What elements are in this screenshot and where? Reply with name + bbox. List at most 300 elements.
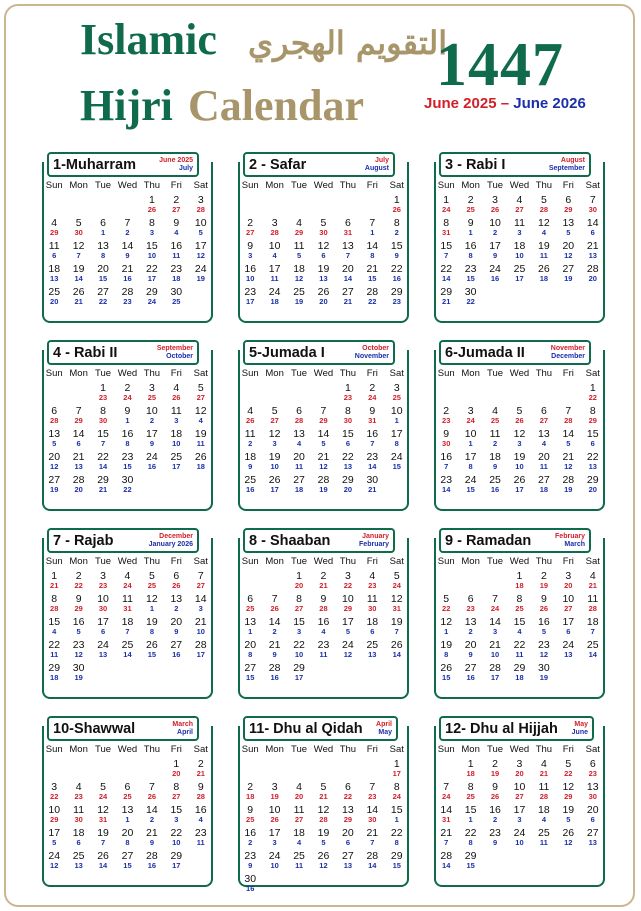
- gregorian-day: 21: [319, 792, 328, 801]
- day-cell: [311, 283, 335, 306]
- week-row: [434, 778, 605, 801]
- hijri-day: 6: [173, 570, 180, 582]
- day-cell: [140, 659, 164, 682]
- hijri-day: 29: [48, 662, 61, 674]
- day-cell: [458, 237, 482, 260]
- gregorian-day: 5: [541, 627, 546, 636]
- day-cell: [91, 214, 115, 237]
- gregorian-day: 4: [541, 815, 546, 824]
- weekday-header: [434, 556, 605, 567]
- hijri-day: 13: [464, 616, 477, 628]
- gregorian-day: 25: [246, 604, 255, 613]
- gregorian-day: 12: [319, 462, 328, 471]
- gregorian-day: 20: [588, 485, 597, 494]
- week-row: [434, 260, 605, 283]
- week-row: [238, 824, 409, 847]
- hijri-day: 9: [75, 593, 82, 605]
- hijri-day: 3: [271, 217, 278, 229]
- gregorian-day: 20: [564, 581, 573, 590]
- day-cell: [360, 755, 384, 778]
- day-cell: [262, 425, 286, 448]
- day-cell: [385, 824, 409, 847]
- week-row: [434, 237, 605, 260]
- day-cell: [287, 778, 311, 801]
- gregorian-day: 15: [123, 861, 132, 870]
- gregorian-day: 9: [174, 627, 179, 636]
- gregorian-day: 30: [588, 205, 597, 214]
- weekday-label: Sun: [45, 556, 63, 567]
- hijri-day: 7: [320, 405, 327, 417]
- hijri-day: 24: [194, 263, 207, 275]
- hijri-day: 25: [72, 850, 85, 862]
- gregorian-day: 30: [368, 604, 377, 613]
- hijri-day: 9: [443, 428, 450, 440]
- day-cell: [434, 659, 458, 682]
- day-cell: [66, 471, 90, 494]
- hijri-day: 24: [464, 474, 477, 486]
- gregorian-day: 20: [294, 581, 304, 590]
- hijri-day: 11: [489, 428, 501, 440]
- gregorian-day: 12: [74, 650, 83, 659]
- day-cell: [42, 824, 66, 847]
- week-row: [42, 402, 213, 425]
- day-cell: [287, 755, 311, 778]
- weekday-label: Mon: [461, 744, 480, 755]
- hijri-day: 28: [121, 286, 134, 298]
- hijri-day: 16: [317, 616, 330, 628]
- day-cell: [458, 379, 482, 402]
- gregorian-day: 27: [294, 815, 304, 824]
- week-row: [238, 191, 409, 214]
- gregorian-day: 18: [515, 673, 524, 682]
- hijri-day: 26: [440, 662, 453, 674]
- day-cell: [556, 214, 580, 237]
- hijri-day: 17: [390, 428, 403, 440]
- gregorian-day: 4: [52, 627, 57, 636]
- weekday-label: Mon: [265, 368, 284, 379]
- day-cell: [42, 191, 66, 214]
- day-cell: [385, 590, 409, 613]
- hijri-day: 28: [366, 286, 379, 298]
- gregorian-day: 26: [515, 416, 524, 425]
- gregorian-day: 12: [564, 838, 573, 847]
- gregorian-month-2: March: [564, 540, 585, 548]
- day-cell: [434, 191, 458, 214]
- week-row: [434, 590, 605, 613]
- day-cell: [311, 425, 335, 448]
- gregorian-day: 24: [466, 416, 475, 425]
- gregorian-day: 3: [517, 815, 522, 824]
- weekday-header: [42, 744, 213, 755]
- gregorian-day: 22: [564, 769, 573, 778]
- weekday-label: Fri: [366, 368, 378, 379]
- gregorian-day: 8: [468, 838, 473, 847]
- week-row: [238, 847, 409, 870]
- gregorian-day: 28: [270, 228, 279, 237]
- day-cell: [581, 402, 605, 425]
- weekday-label: Fri: [562, 180, 574, 191]
- day-cell: [42, 613, 66, 636]
- day-cell: [42, 283, 66, 306]
- gregorian-day: 28: [319, 815, 328, 824]
- week-row: [42, 379, 213, 402]
- hijri-day: 2: [492, 758, 498, 770]
- hijri-day: 9: [369, 405, 376, 417]
- gregorian-month-2: December: [551, 352, 585, 360]
- day-cell: [385, 425, 409, 448]
- day-cell: [189, 755, 213, 778]
- hijri-day: 22: [440, 263, 453, 275]
- gregorian-day: 8: [468, 462, 473, 471]
- hijri-day: 5: [197, 382, 204, 394]
- hijri-day: 22: [97, 451, 109, 463]
- weekday-label: Fri: [366, 556, 378, 567]
- weekday-label: Fri: [366, 180, 378, 191]
- week-row: [42, 659, 213, 682]
- month-header: [439, 152, 591, 177]
- day-cell: [507, 567, 531, 590]
- gregorian-day: 20: [515, 769, 524, 778]
- week-row: [42, 824, 213, 847]
- day-cell: [262, 636, 286, 659]
- day-grid: [42, 744, 213, 870]
- hijri-day: 21: [562, 451, 575, 463]
- gregorian-day: 29: [564, 792, 573, 801]
- hijri-day: 26: [97, 850, 109, 862]
- hijri-day: 5: [271, 405, 278, 417]
- day-cell: [140, 755, 164, 778]
- day-cell: [42, 636, 66, 659]
- gregorian-day: 5: [345, 627, 350, 636]
- day-cell: [434, 214, 458, 237]
- day-cell: [66, 379, 90, 402]
- hijri-day: 17: [562, 616, 575, 628]
- gregorian-day: 24: [368, 393, 377, 402]
- gregorian-day: 25: [246, 815, 255, 824]
- hijri-day: 22: [342, 451, 354, 463]
- hijri-day: 20: [538, 451, 550, 463]
- month-name: 9 - Ramadan: [445, 532, 532, 549]
- gregorian-month-2: April: [177, 728, 193, 736]
- gregorian-day: 16: [270, 673, 279, 682]
- gregorian-day: 18: [196, 462, 205, 471]
- gregorian-day: 9: [125, 251, 130, 260]
- gregorian-day: 1: [100, 228, 106, 237]
- day-cell: [336, 448, 360, 471]
- day-cell: [66, 283, 90, 306]
- week-row: [434, 191, 605, 214]
- day-cell: [385, 801, 409, 824]
- day-cell: [164, 283, 188, 306]
- hijri-day: 11: [293, 804, 305, 816]
- hijri-day: 22: [513, 639, 526, 651]
- day-cell: [581, 778, 605, 801]
- hijri-day: 9: [492, 781, 498, 793]
- month-header: [243, 152, 395, 177]
- gregorian-day: 2: [174, 604, 179, 613]
- gregorian-month-1: December: [159, 532, 193, 540]
- hijri-day: 4: [492, 405, 498, 417]
- day-cell: [483, 659, 507, 682]
- gregorian-day: 5: [566, 439, 571, 448]
- hijri-day: 7: [75, 405, 82, 417]
- weekday-label: Thu: [143, 556, 161, 567]
- gregorian-day: 9: [149, 439, 154, 448]
- day-cell: [66, 778, 90, 801]
- month-header: [243, 716, 398, 741]
- day-cell: [458, 847, 482, 870]
- hijri-day: 6: [344, 217, 351, 229]
- gregorian-day: 8: [394, 838, 399, 847]
- gregorian-day: 19: [564, 274, 573, 283]
- day-cell: [66, 567, 90, 590]
- day-cell: [287, 425, 311, 448]
- gregorian-day: 27: [539, 416, 549, 425]
- day-cell: [189, 425, 213, 448]
- month-block: [434, 716, 605, 887]
- hijri-day: 4: [589, 570, 596, 582]
- gregorian-day: 3: [517, 439, 522, 448]
- day-cell: [287, 613, 311, 636]
- gregorian-day: 18: [539, 485, 549, 494]
- gregorian-day: 31: [368, 416, 377, 425]
- day-cell: [434, 636, 458, 659]
- day-cell: [140, 636, 164, 659]
- day-cell: [238, 471, 262, 494]
- hijri-day: 19: [440, 639, 453, 651]
- day-cell: [581, 590, 605, 613]
- hijri-day: 5: [443, 593, 450, 605]
- hijri-day: 14: [317, 428, 330, 440]
- hijri-day: 15: [390, 804, 403, 816]
- day-cell: [42, 659, 66, 682]
- hijri-day: 20: [562, 240, 575, 252]
- day-cell: [507, 778, 531, 801]
- day-cell: [42, 402, 66, 425]
- hijri-day: 27: [97, 286, 109, 298]
- hijri-day: 24: [342, 639, 354, 651]
- hijri-day: 3: [271, 781, 278, 793]
- hijri-day: 3: [393, 382, 400, 394]
- gregorian-day: 31: [442, 815, 451, 824]
- hijri-day: 12: [194, 405, 207, 417]
- hijri-day: 14: [194, 593, 207, 605]
- day-cell: [164, 567, 188, 590]
- week-row: [238, 613, 409, 636]
- day-cell: [336, 283, 360, 306]
- hijri-day: 21: [268, 639, 281, 651]
- day-cell: [66, 824, 90, 847]
- hijri-day: 18: [72, 827, 85, 839]
- week-row: [238, 379, 409, 402]
- weekday-label: Wed: [117, 744, 138, 755]
- weekday-label: Tue: [487, 556, 504, 567]
- day-cell: [360, 870, 384, 893]
- gregorian-day: 13: [98, 650, 108, 659]
- day-cell: [311, 755, 335, 778]
- day-grid: [434, 556, 605, 682]
- week-row: [238, 402, 409, 425]
- day-cell: [434, 755, 458, 778]
- hijri-day: 8: [393, 217, 400, 229]
- gregorian-day: 10: [270, 861, 279, 870]
- weekday-header: [238, 556, 409, 567]
- week-row: [434, 448, 605, 471]
- day-cell: [385, 448, 409, 471]
- gregorian-day: 11: [295, 861, 304, 870]
- week-row: [434, 425, 605, 448]
- day-cell: [556, 847, 580, 870]
- hijri-day: 3: [344, 570, 351, 582]
- day-cell: [556, 448, 580, 471]
- day-cell: [507, 613, 531, 636]
- month-name: 10-Shawwal: [53, 720, 136, 737]
- gregorian-day: 4: [541, 228, 546, 237]
- day-cell: [434, 567, 458, 590]
- hijri-day: 5: [320, 781, 327, 793]
- day-cell: [581, 471, 605, 494]
- gregorian-day: 4: [517, 627, 522, 636]
- day-cell: [140, 425, 164, 448]
- day-cell: [360, 824, 384, 847]
- day-grid: [238, 368, 409, 494]
- day-cell: [483, 425, 507, 448]
- gregorian-day: 13: [588, 838, 597, 847]
- hijri-day: 12: [317, 804, 330, 816]
- day-cell: [262, 870, 286, 893]
- gregorian-day: 19: [50, 485, 59, 494]
- week-row: [42, 590, 213, 613]
- gregorian-day: 1: [468, 815, 473, 824]
- week-row: [238, 636, 409, 659]
- day-cell: [483, 283, 507, 306]
- gregorian-day: 14: [98, 462, 108, 471]
- day-cell: [42, 567, 66, 590]
- day-cell: [336, 778, 360, 801]
- gregorian-day: 13: [588, 251, 597, 260]
- hijri-day: 23: [72, 639, 85, 651]
- hijri-day: 2: [540, 570, 547, 582]
- day-cell: [532, 425, 556, 448]
- day-cell: [189, 402, 213, 425]
- day-cell: [287, 870, 311, 893]
- day-cell: [115, 237, 139, 260]
- week-row: [42, 567, 213, 590]
- gregorian-day: 7: [345, 251, 350, 260]
- hijri-day: 24: [489, 263, 501, 275]
- gregorian-month-1: June 2025: [159, 156, 193, 164]
- weekday-header: [42, 368, 213, 379]
- hijri-day: 29: [293, 662, 305, 674]
- weekday-label: Sun: [437, 368, 455, 379]
- hijri-day: 14: [72, 428, 85, 440]
- day-cell: [385, 778, 409, 801]
- day-cell: [434, 847, 458, 870]
- hijri-day: 13: [97, 240, 109, 252]
- gregorian-day: 6: [590, 228, 595, 237]
- gregorian-day: 27: [196, 393, 205, 402]
- day-cell: [140, 801, 164, 824]
- gregorian-day: 23: [392, 297, 401, 306]
- weekday-label: Sat: [193, 180, 208, 191]
- hijri-day: 14: [586, 217, 599, 229]
- day-cell: [385, 847, 409, 870]
- day-cell: [262, 613, 286, 636]
- hijri-day: 26: [317, 286, 330, 298]
- day-cell: [483, 824, 507, 847]
- day-cell: [115, 402, 139, 425]
- day-cell: [556, 237, 580, 260]
- day-cell: [91, 448, 115, 471]
- gregorian-day: 22: [368, 297, 377, 306]
- gregorian-day: 11: [319, 650, 328, 659]
- month-header: [439, 716, 594, 741]
- day-cell: [507, 659, 531, 682]
- gregorian-day: 31: [123, 604, 132, 613]
- day-cell: [189, 847, 213, 870]
- month-name: 3 - Rabi I: [445, 156, 506, 173]
- day-cell: [556, 636, 580, 659]
- day-cell: [483, 260, 507, 283]
- day-cell: [532, 448, 556, 471]
- day-cell: [164, 847, 188, 870]
- day-cell: [91, 425, 115, 448]
- day-cell: [507, 214, 531, 237]
- gregorian-day: 15: [147, 650, 157, 659]
- hijri-day: 13: [48, 428, 61, 440]
- day-cell: [189, 824, 213, 847]
- weekday-label: Sat: [585, 368, 600, 379]
- day-cell: [140, 590, 164, 613]
- gregorian-day: 23: [442, 416, 451, 425]
- day-cell: [360, 237, 384, 260]
- day-cell: [115, 824, 139, 847]
- weekday-label: Sun: [241, 368, 259, 379]
- gregorian-day: 25: [490, 416, 500, 425]
- weekday-label: Mon: [265, 556, 284, 567]
- gregorian-month-2: June: [571, 728, 588, 736]
- week-row: [42, 471, 213, 494]
- gregorian-day: 18: [246, 792, 255, 801]
- hijri-day: 4: [296, 781, 302, 793]
- gregorian-day: 28: [539, 205, 549, 214]
- hijri-day: 1: [443, 194, 450, 206]
- hijri-day: 6: [100, 217, 106, 229]
- week-row: [238, 448, 409, 471]
- gregorian-day: 24: [490, 604, 500, 613]
- hijri-day: 1: [296, 570, 302, 582]
- hijri-day: 19: [146, 616, 158, 628]
- gregorian-day: 14: [442, 485, 451, 494]
- day-cell: [238, 801, 262, 824]
- hijri-day: 13: [342, 804, 354, 816]
- gregorian-day: 26: [539, 604, 549, 613]
- month-name: 5-Jumada I: [249, 344, 325, 361]
- hijri-day: 1: [516, 570, 523, 582]
- hijri-day: 14: [146, 804, 158, 816]
- hijri-day: 7: [369, 781, 376, 793]
- gregorian-day: 10: [515, 251, 524, 260]
- weekday-header: [238, 744, 409, 755]
- day-cell: [262, 379, 286, 402]
- gregorian-day: 24: [123, 581, 132, 590]
- gregorian-day: 24: [392, 581, 401, 590]
- day-cell: [262, 659, 286, 682]
- day-cell: [336, 636, 360, 659]
- hijri-day: 10: [390, 405, 403, 417]
- hijri-day: 6: [344, 781, 351, 793]
- day-cell: [115, 778, 139, 801]
